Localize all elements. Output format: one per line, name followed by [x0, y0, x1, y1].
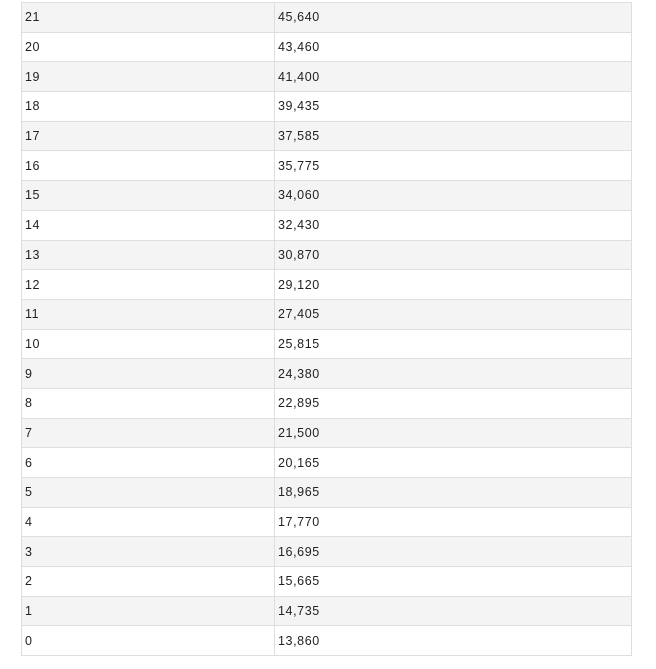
row-value-cell: 20,165 [275, 448, 632, 478]
row-key-cell: 12 [22, 270, 275, 300]
row-key-cell: 14 [22, 210, 275, 240]
row-key-cell: 11 [22, 299, 275, 329]
row-value-cell: 25,815 [275, 329, 632, 359]
row-value-cell: 34,060 [275, 181, 632, 211]
table-row [22, 121, 632, 151]
row-value-cell: 32,430 [275, 210, 632, 240]
row-key-cell: 4 [22, 507, 275, 537]
row-value-cell: 17,770 [275, 507, 632, 537]
row-value-cell: 22,895 [275, 388, 632, 418]
row-key-cell: 20 [22, 32, 275, 62]
row-value-cell: 14,735 [275, 596, 632, 626]
row-value-cell: 43,460 [275, 32, 632, 62]
table-row [22, 359, 632, 389]
table-row [22, 418, 632, 448]
row-key-cell: 19 [22, 62, 275, 92]
row-key-cell: 17 [22, 121, 275, 151]
table-row [22, 32, 632, 62]
table-row [22, 270, 632, 300]
row-value-cell: 13,860 [275, 626, 632, 656]
row-value-cell: 15,665 [275, 567, 632, 597]
table-row [22, 3, 632, 33]
row-key-cell: 15 [22, 181, 275, 211]
row-key-cell: 5 [22, 478, 275, 508]
row-value-cell: 45,640 [275, 3, 632, 33]
row-value-cell: 29,120 [275, 270, 632, 300]
row-key-cell: 2 [22, 567, 275, 597]
row-key-cell: 13 [22, 240, 275, 270]
row-value-cell: 35,775 [275, 151, 632, 181]
row-key-cell: 0 [22, 626, 275, 656]
table-row [22, 388, 632, 418]
table-row [22, 62, 632, 92]
row-key-cell: 9 [22, 359, 275, 389]
table-row [22, 478, 632, 508]
row-key-cell: 10 [22, 329, 275, 359]
data-table-container [21, 2, 631, 656]
table-row [22, 151, 632, 181]
table-row [22, 240, 632, 270]
data-table [21, 2, 632, 656]
table-row [22, 507, 632, 537]
row-value-cell: 18,965 [275, 478, 632, 508]
row-value-cell: 39,435 [275, 92, 632, 122]
table-row [22, 626, 632, 656]
row-value-cell: 37,585 [275, 121, 632, 151]
row-value-cell: 24,380 [275, 359, 632, 389]
row-key-cell: 6 [22, 448, 275, 478]
table-row [22, 92, 632, 122]
table-row [22, 210, 632, 240]
row-value-cell: 27,405 [275, 299, 632, 329]
table-row [22, 596, 632, 626]
row-value-cell: 21,500 [275, 418, 632, 448]
row-key-cell: 7 [22, 418, 275, 448]
table-row [22, 537, 632, 567]
row-value-cell: 41,400 [275, 62, 632, 92]
row-value-cell: 16,695 [275, 537, 632, 567]
row-key-cell: 21 [22, 3, 275, 33]
table-row [22, 299, 632, 329]
row-value-cell: 30,870 [275, 240, 632, 270]
table-row [22, 448, 632, 478]
table-row [22, 181, 632, 211]
row-key-cell: 1 [22, 596, 275, 626]
row-key-cell: 8 [22, 388, 275, 418]
table-body [22, 3, 632, 656]
table-row [22, 567, 632, 597]
table-row [22, 329, 632, 359]
row-key-cell: 18 [22, 92, 275, 122]
row-key-cell: 16 [22, 151, 275, 181]
row-key-cell: 3 [22, 537, 275, 567]
